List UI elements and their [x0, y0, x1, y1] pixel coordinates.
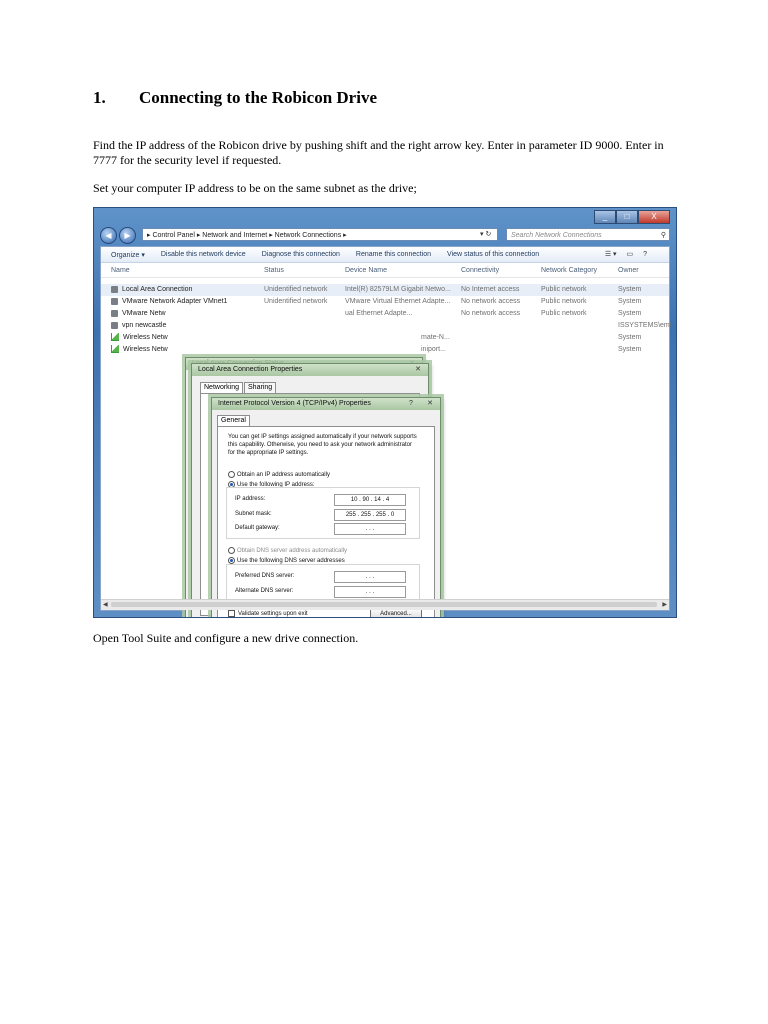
col-device[interactable]: Device Name [345, 266, 388, 274]
radio-manual-ip[interactable]: Use the following IP address: [228, 481, 315, 489]
disable-device-button[interactable]: Disable this network device [160, 251, 246, 258]
row-category: Public network [541, 310, 587, 317]
col-name[interactable]: Name [111, 266, 130, 274]
row-status: Unidentified network [264, 298, 328, 305]
tab-sharing[interactable]: Sharing [244, 382, 276, 393]
maximize-button[interactable]: □ [616, 210, 638, 224]
scroll-left-icon[interactable]: ◀ [103, 602, 108, 608]
heading-number: 1. [93, 88, 106, 107]
address-bar[interactable]: ▸ Control Panel ▸ Network and Internet ▸ Network Connections ▸ [142, 228, 498, 241]
row-connectivity: No network access [461, 310, 521, 317]
search-input[interactable] [506, 228, 670, 241]
preview-pane-icon[interactable]: ▭ [626, 251, 634, 258]
alternate-dns-field[interactable]: . . . [334, 586, 406, 598]
radio-auto-dns[interactable]: Obtain DNS server address automatically [228, 547, 347, 555]
alternate-dns-label: Alternate DNS server: [235, 588, 294, 594]
back-arrow-icon[interactable]: ◀ [100, 227, 117, 244]
row-category: Public network [541, 286, 587, 293]
row-device: iniport... [421, 346, 446, 353]
ipv4-tabs [217, 415, 251, 426]
help-icon[interactable]: ? [409, 400, 413, 407]
subnet-mask-field[interactable]: 255 . 255 . 255 . 0 [334, 509, 406, 521]
row-owner: System [618, 334, 642, 341]
vpn-icon [111, 322, 118, 329]
ipv4-properties-dialog [211, 397, 441, 618]
scroll-right-icon[interactable]: ▶ [662, 602, 667, 608]
properties-tabs [200, 382, 277, 393]
row-device: mate-N... [421, 334, 450, 341]
table-row[interactable] [101, 320, 672, 332]
dns-settings-group [226, 564, 420, 600]
row-name: Wireless Netw [111, 344, 168, 356]
wireless-signal-icon [111, 345, 119, 353]
instruction-paragraph-1: Find the IP address of the Robicon drive by pushing shift and the right arrow key. Enter in parameter ID 9000. Enter in 7777 for the security level if requested. [93, 138, 664, 167]
diagnose-button[interactable]: Diagnose this connection [261, 251, 340, 258]
navigation-bar [100, 225, 670, 245]
view-status-button[interactable]: View status of this connection [447, 251, 540, 258]
ip-address-label: IP address: [235, 496, 266, 502]
row-name: VMware Network Adapter VMnet1 [111, 296, 227, 308]
table-row[interactable] [101, 308, 669, 320]
organize-menu[interactable]: Organize ▾ [111, 251, 145, 259]
close-button[interactable]: X [638, 210, 670, 224]
radio-icon [228, 547, 235, 554]
default-gateway-field[interactable]: . . . [334, 523, 406, 535]
col-status[interactable]: Status [264, 266, 284, 274]
address-dropdown-icon[interactable]: ▾ ↻ [480, 231, 492, 238]
row-connectivity: No Internet access [461, 286, 520, 293]
heading-title: Connecting to the Robicon Drive [139, 88, 377, 107]
table-row[interactable] [101, 344, 669, 356]
row-name: vpn newcastle [111, 320, 166, 332]
radio-auto-ip[interactable]: Obtain an IP address automatically [228, 471, 330, 479]
help-icon[interactable]: ? [643, 251, 647, 258]
row-device: Intel(R) 82579LM Gigabit Netwo... [345, 286, 451, 293]
search-icon[interactable]: ⚲ [660, 232, 666, 239]
row-owner: System [618, 298, 642, 305]
col-owner[interactable]: Owner [618, 266, 639, 274]
preferred-dns-field[interactable]: . . . [334, 571, 406, 583]
col-connectivity[interactable]: Connectivity [461, 266, 500, 274]
wireless-signal-icon [111, 333, 119, 341]
forward-arrow-icon[interactable]: ▶ [119, 227, 136, 244]
radio-selected-icon [228, 557, 235, 564]
network-adapter-icon [111, 286, 118, 293]
advanced-button[interactable]: Advanced... [370, 608, 422, 618]
section-heading [93, 88, 377, 108]
table-row[interactable] [101, 332, 669, 344]
horizontal-scrollbar[interactable] [101, 599, 669, 610]
row-status: Unidentified network [264, 286, 328, 293]
minimize-button[interactable]: _ [594, 210, 616, 224]
table-row[interactable] [101, 296, 669, 308]
default-gateway-label: Default gateway: [235, 525, 280, 531]
column-headers [101, 263, 669, 278]
network-adapter-icon [111, 298, 118, 305]
ipv4-intro-text: You can get IP settings assigned automatically if your network supports this capability. Otherwise, you need to ask your network administrator for the appropriate IP settings. [228, 434, 417, 456]
view-options [605, 247, 655, 262]
subnet-mask-label: Subnet mask: [235, 511, 272, 517]
tab-general[interactable]: General [217, 415, 250, 426]
network-connections-screenshot [93, 207, 677, 618]
row-owner: ISSYSTEMS\emi [618, 322, 672, 329]
rename-button[interactable]: Rename this connection [355, 251, 432, 258]
preferred-dns-label: Preferred DNS server: [235, 573, 295, 579]
checkbox-icon [228, 610, 235, 617]
instruction-paragraph-2: Set your computer IP address to be on the same subnet as the drive; [93, 181, 417, 195]
row-device: VMware Virtual Ethernet Adapte... [345, 298, 451, 305]
row-owner: System [618, 286, 642, 293]
properties-dialog-title: Local Area Connection Properties [192, 364, 428, 376]
row-name: Wireless Netw [111, 332, 168, 344]
search-placeholder: Search Network Connections [511, 232, 602, 239]
close-icon[interactable]: ✕ [427, 400, 433, 407]
col-category[interactable]: Network Category [541, 266, 598, 274]
row-owner: System [618, 310, 642, 317]
radio-icon [228, 471, 235, 478]
file-list-pane [100, 246, 672, 618]
general-panel [217, 426, 435, 618]
ip-address-field[interactable]: 10 . 90 . 14 . 4 [334, 494, 406, 506]
tab-networking[interactable]: Networking [200, 382, 243, 393]
validate-checkbox[interactable]: Validate settings upon exit [228, 610, 308, 618]
network-adapter-icon [111, 310, 118, 317]
window-controls [594, 210, 670, 224]
row-device: ual Ethernet Adapte... [345, 310, 413, 317]
radio-manual-dns[interactable]: Use the following DNS server addresses [228, 557, 345, 565]
close-icon[interactable]: ✕ [415, 366, 421, 373]
ipv4-dialog-title: Internet Protocol Version 4 (TCP/IPv4) Properties [212, 398, 440, 410]
command-toolbar [101, 247, 669, 263]
row-connectivity: No network access [461, 298, 521, 305]
row-name: VMware Netw [111, 308, 166, 320]
row-owner: System [618, 346, 642, 353]
instruction-paragraph-3: Open Tool Suite and configure a new drive connection. [93, 631, 359, 645]
row-name: Local Area Connection [111, 284, 192, 296]
change-view-icon[interactable]: ☰ ▾ [604, 251, 617, 258]
ip-settings-group [226, 487, 420, 539]
row-category: Public network [541, 298, 587, 305]
scroll-thumb[interactable] [111, 602, 657, 607]
table-row[interactable] [101, 284, 669, 296]
